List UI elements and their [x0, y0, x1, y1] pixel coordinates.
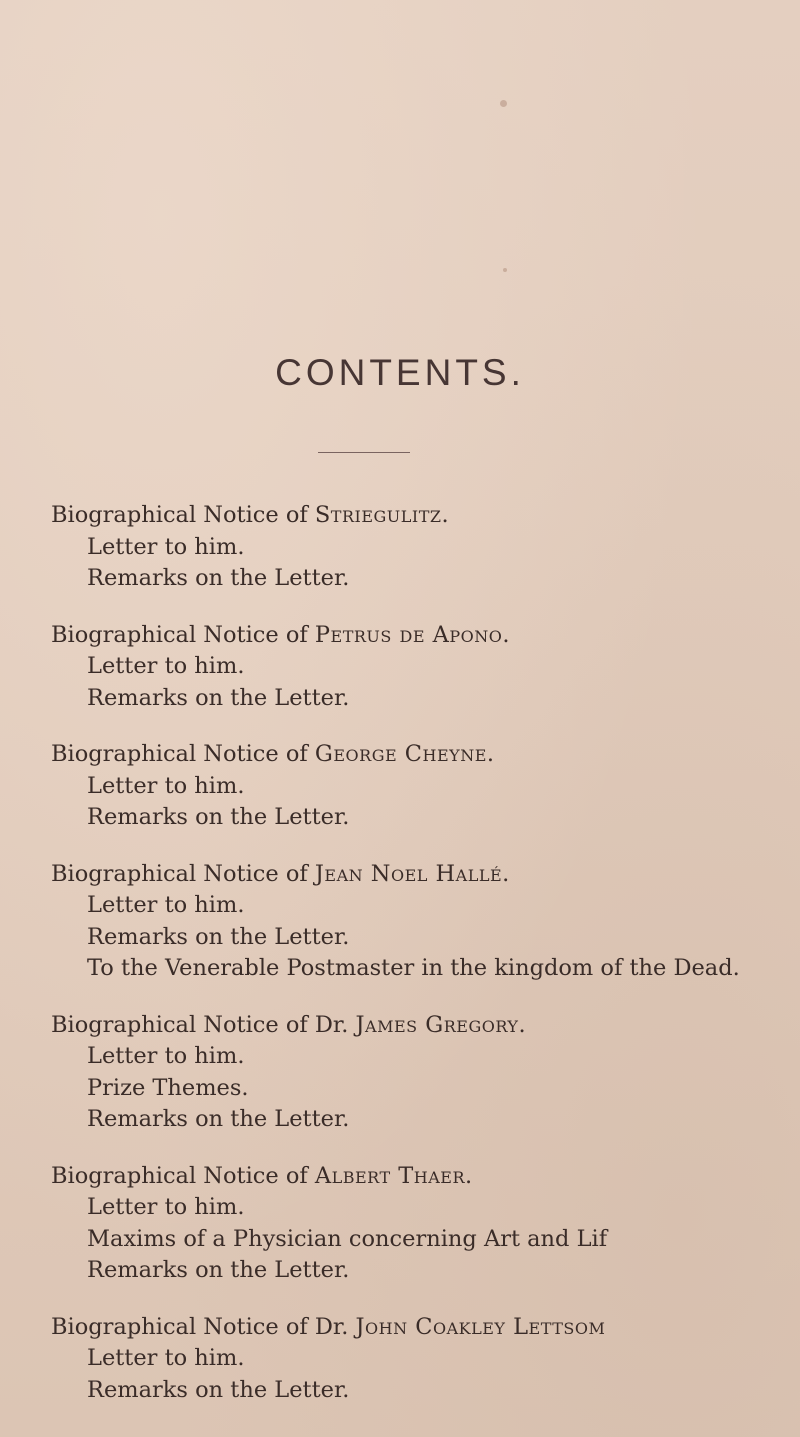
contents-item: Letter to him.	[87, 653, 245, 679]
person-name: Jean Noel Hallé.	[314, 860, 510, 887]
person-name: Striegulitz.	[314, 502, 450, 528]
paper-spot	[500, 100, 507, 107]
contents-item: Letter to him.	[87, 1345, 245, 1371]
contents-item: Remarks on the Letter.	[87, 565, 350, 591]
section-heading: Biographical Notice of Striegulitz.	[51, 502, 450, 528]
contents-section	[0, 859, 800, 985]
section-heading: Biographical Notice of George Cheyne.	[51, 741, 495, 767]
contents-item: Letter to him.	[87, 533, 245, 560]
contents-section	[0, 620, 800, 715]
section-heading: Biographical Notice of Albert Thaer.	[51, 1162, 473, 1189]
person-name: Petrus de Apono.	[314, 621, 511, 648]
contents-item: Letter to him.	[87, 1194, 245, 1220]
paper-spot	[503, 268, 507, 272]
contents-list	[0, 500, 800, 1431]
contents-item: Remarks on the Letter.	[87, 1376, 350, 1403]
page-title: CONTENTS.	[275, 352, 525, 393]
person-name: George Cheyne.	[314, 741, 495, 767]
contents-item: To the Venerable Postmaster in the kingdom of the Dead.	[87, 955, 740, 981]
section-heading: Biographical Notice of Dr. John Coakley Lettsom	[51, 1313, 606, 1340]
person-name: John Coakley Lettsom	[355, 1313, 606, 1340]
section-heading: Biographical Notice of Jean Noel Hallé.	[51, 860, 510, 887]
contents-item: Letter to him.	[87, 772, 245, 799]
contents-section	[0, 500, 800, 595]
contents-item: Remarks on the Letter.	[87, 684, 350, 711]
contents-item: Remarks on the Letter.	[87, 1257, 350, 1283]
contents-item: Remarks on the Letter.	[87, 923, 350, 950]
person-name: James Gregory.	[355, 1011, 527, 1038]
section-heading: Biographical Notice of Petrus de Apono.	[51, 621, 511, 648]
contents-item: Remarks on the Letter.	[87, 1106, 350, 1132]
contents-item: Prize Themes.	[87, 1074, 249, 1101]
contents-section	[0, 1161, 800, 1287]
contents-item: Letter to him.	[87, 892, 245, 918]
contents-item: Maxims of a Physician concerning Art and Lif	[87, 1225, 608, 1252]
contents-section	[0, 739, 800, 834]
contents-section	[0, 1312, 800, 1407]
section-heading: Biographical Notice of Dr. James Gregory.	[51, 1011, 527, 1038]
person-name: Albert Thaer.	[314, 1162, 473, 1189]
title-rule	[318, 452, 410, 453]
contents-section	[0, 1010, 800, 1136]
contents-item: Letter to him.	[87, 1043, 245, 1069]
contents-item: Remarks on the Letter.	[87, 804, 350, 830]
